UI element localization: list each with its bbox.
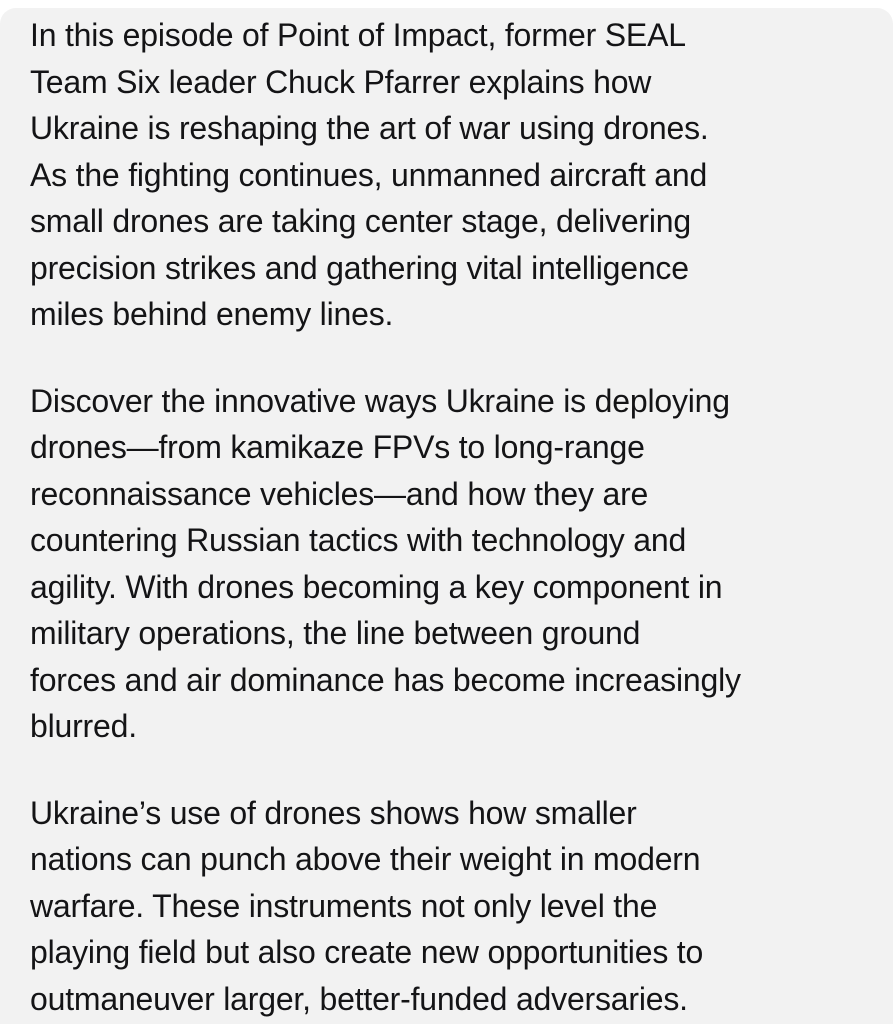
description-line: agility. With drones becoming a key component in: [30, 568, 723, 605]
description-line: small drones are taking center stage, delivering: [30, 203, 691, 239]
episode-description-card: [0, 8, 893, 1024]
description-line: playing field but also create new opportunities to: [30, 934, 704, 970]
description-line: precision strikes and gathering vital intelligence: [30, 249, 689, 286]
description-paragraph: [30, 378, 867, 750]
description-paragraph: [30, 12, 867, 338]
description-line: drones—from kamikaze FPVs to long-range: [30, 429, 645, 465]
description-line: Discover the innovative ways Ukraine is deploying: [30, 382, 730, 419]
description-line: reconnaissance vehicles—and how they are: [30, 475, 649, 512]
description-line: Team Six leader Chuck Pfarrer explains how: [30, 63, 652, 100]
description-line: In this episode of Point of Impact, former SEAL: [30, 17, 686, 53]
description-line: warfare. These instruments not only level the: [30, 887, 658, 924]
description-line: As the fighting continues, unmanned aircraft and: [30, 156, 708, 193]
description-line: miles behind enemy lines.: [30, 296, 394, 332]
description-line: Ukraine’s use of drones shows how smaller: [30, 794, 637, 831]
description-line: countering Russian tactics with technology and: [30, 522, 687, 558]
description-line: outmaneuver larger, better-funded adversaries.: [30, 980, 688, 1017]
description-line: nations can punch above their weight in modern: [30, 841, 701, 877]
description-line: military operations, the line between ground: [30, 615, 641, 651]
description-line: blurred.: [30, 708, 137, 744]
episode-description: [0, 8, 893, 1022]
description-line: Ukraine is reshaping the art of war using drones.: [30, 110, 709, 146]
description-line: forces and air dominance has become increasingly: [30, 661, 741, 698]
description-paragraph: [30, 790, 867, 1023]
